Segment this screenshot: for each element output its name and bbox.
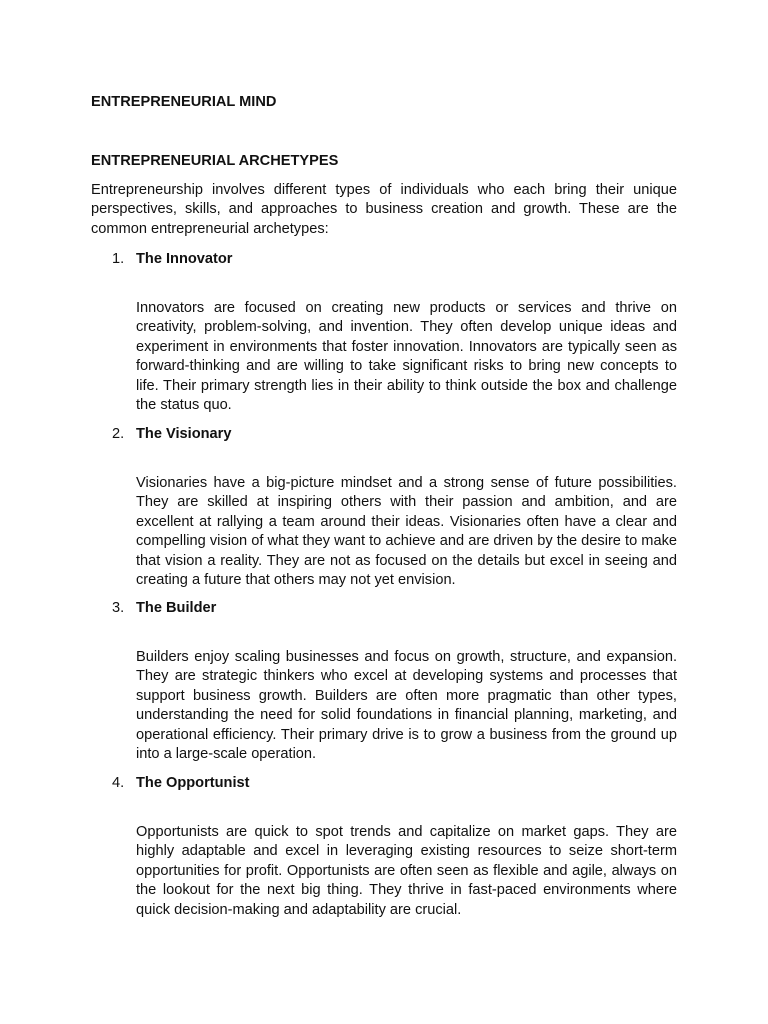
list-item-title: The Opportunist (136, 775, 250, 791)
list-item-heading (91, 250, 677, 270)
list-item-builder (91, 599, 677, 764)
list-item-heading (91, 774, 677, 794)
list-item-body: Visionaries have a big-picture mindset and a strong sense of future possibilities. They are skilled at inspiring others with their passion and ambition, and are excellent at rallying a team around their ideas. Visionaries often have a clear and compelling vision of what they want to achieve and are driven by the desire to make that vision a reality. They are not as focused on the details but excel in seeing and creating a future that others may not yet envision. (136, 475, 677, 589)
list-item-title: The Visionary (136, 426, 232, 442)
list-item-number: 4. (112, 775, 125, 791)
list-item-title: The Builder (136, 600, 217, 616)
list-item-number: 1. (112, 251, 125, 267)
list-item-number: 3. (112, 600, 125, 616)
list-item-body: Builders enjoy scaling businesses and focus on growth, structure, and expansion. They are strategic thinkers who excel at developing systems and processes that support business growth. Builders are often more pragmatic than other types, understanding the need for solid foundations in financial planning, marketing, and operational efficiency. Their primary drive is to grow a business from the ground up into a large-scale operation. (136, 649, 677, 763)
document-title: ENTREPRENEURIAL MIND (91, 94, 277, 110)
intro-paragraph: Entrepreneurship involves different types of individuals who each bring their unique perspectives, skills, and approaches to business creation and growth. These are the common entrepreneurial archetypes: (91, 182, 677, 237)
list-item-heading (91, 599, 677, 619)
list-item-body: Innovators are focused on creating new products or services and thrive on creativity, problem-solving, and invention. They often develop unique ideas and experiment in environments that foster innovation. Innovators are typically seen as forward-thinking and are willing to take significant risks to bring new concepts to life. Their primary strength lies in their ability to think outside the box and challenge the status quo. (136, 300, 677, 414)
list-item-visionary (91, 425, 677, 590)
list-item-title: The Innovator (136, 251, 233, 267)
list-item-heading (91, 425, 677, 445)
section-title: ENTREPRENEURIAL ARCHETYPES (91, 153, 339, 169)
list-item-number: 2. (112, 426, 125, 442)
list-item-innovator (91, 250, 677, 415)
list-item-opportunist (91, 774, 677, 920)
list-item-body: Opportunists are quick to spot trends and capitalize on market gaps. They are highly adaptable and excel in leveraging existing resources to seize short-term opportunities for profit. Opportunists are often seen as flexible and agile, always on the lookout for the next big thing. They thrive in fast-paced environments where quick decision-making and adaptability are crucial. (136, 824, 677, 918)
